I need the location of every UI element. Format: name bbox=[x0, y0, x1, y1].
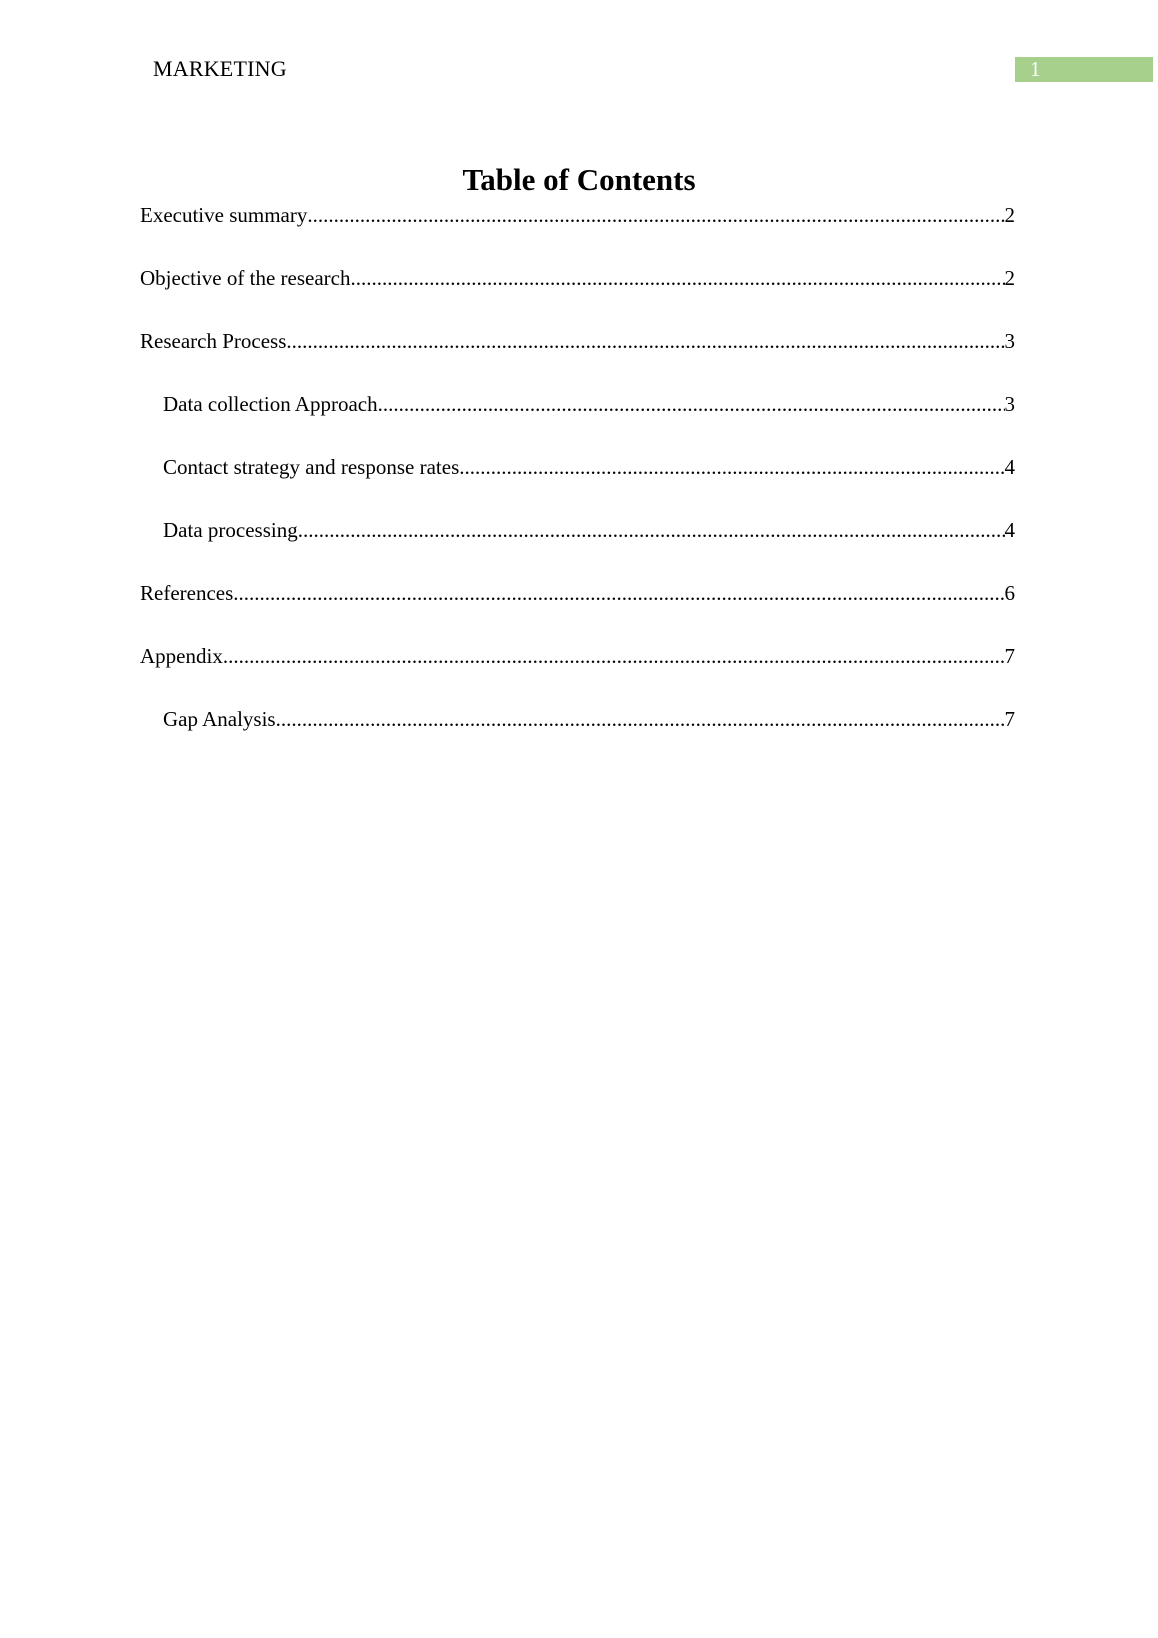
toc-entry-page: 4 bbox=[1004, 455, 1015, 479]
toc-entry-page: 4 bbox=[1004, 518, 1015, 542]
toc-dot-leader bbox=[276, 703, 1005, 735]
toc-entry-data-collection-approach[interactable] bbox=[140, 388, 1015, 451]
toc-dot-leader bbox=[233, 577, 1004, 609]
toc-entry-label: Objective of the research bbox=[140, 266, 351, 290]
page-number: 1 bbox=[1030, 57, 1041, 81]
toc-entry-page: 3 bbox=[1004, 392, 1015, 416]
toc-entry-page: 2 bbox=[1004, 203, 1015, 227]
toc-list bbox=[140, 199, 1015, 766]
toc-dot-leader bbox=[350, 262, 1004, 294]
toc-entry-appendix[interactable] bbox=[140, 640, 1015, 703]
page-number-box bbox=[1015, 57, 1153, 82]
toc-entry-page: 2 bbox=[1004, 266, 1015, 290]
toc-dot-leader bbox=[307, 199, 1004, 231]
toc-entry-page: 6 bbox=[1004, 581, 1015, 605]
toc-dot-leader bbox=[378, 388, 1005, 420]
toc-entry-page: 7 bbox=[1004, 707, 1015, 731]
toc-dot-leader bbox=[223, 640, 1005, 672]
toc-entry-executive-summary[interactable] bbox=[140, 199, 1015, 262]
toc-entry-references[interactable] bbox=[140, 577, 1015, 640]
toc-entry-label: Data processing bbox=[163, 518, 298, 542]
toc-entry-objective-of-the-research[interactable] bbox=[140, 262, 1015, 325]
toc-entry-contact-strategy[interactable] bbox=[140, 451, 1015, 514]
toc-dot-leader bbox=[298, 514, 1005, 546]
toc-dot-leader bbox=[286, 325, 1004, 357]
toc-entry-gap-analysis[interactable] bbox=[140, 703, 1015, 766]
toc-entry-label: Executive summary bbox=[140, 203, 308, 227]
toc-entry-label: Data collection Approach bbox=[163, 392, 378, 416]
toc-entry-label: Research Process bbox=[140, 329, 287, 353]
toc-entry-label: References bbox=[140, 581, 234, 605]
toc-entry-label: Appendix bbox=[140, 644, 223, 668]
toc-entry-label: Gap Analysis bbox=[163, 707, 276, 731]
toc-entry-page: 7 bbox=[1004, 644, 1015, 668]
toc-entry-data-processing[interactable] bbox=[140, 514, 1015, 577]
toc-title: Table of Contents bbox=[462, 162, 696, 197]
running-head: MARKETING bbox=[153, 56, 287, 81]
toc-entry-label: Contact strategy and response rates bbox=[163, 455, 460, 479]
toc-entry-research-process[interactable] bbox=[140, 325, 1015, 388]
toc-dot-leader bbox=[459, 451, 1004, 483]
toc-entry-page: 3 bbox=[1004, 329, 1015, 353]
